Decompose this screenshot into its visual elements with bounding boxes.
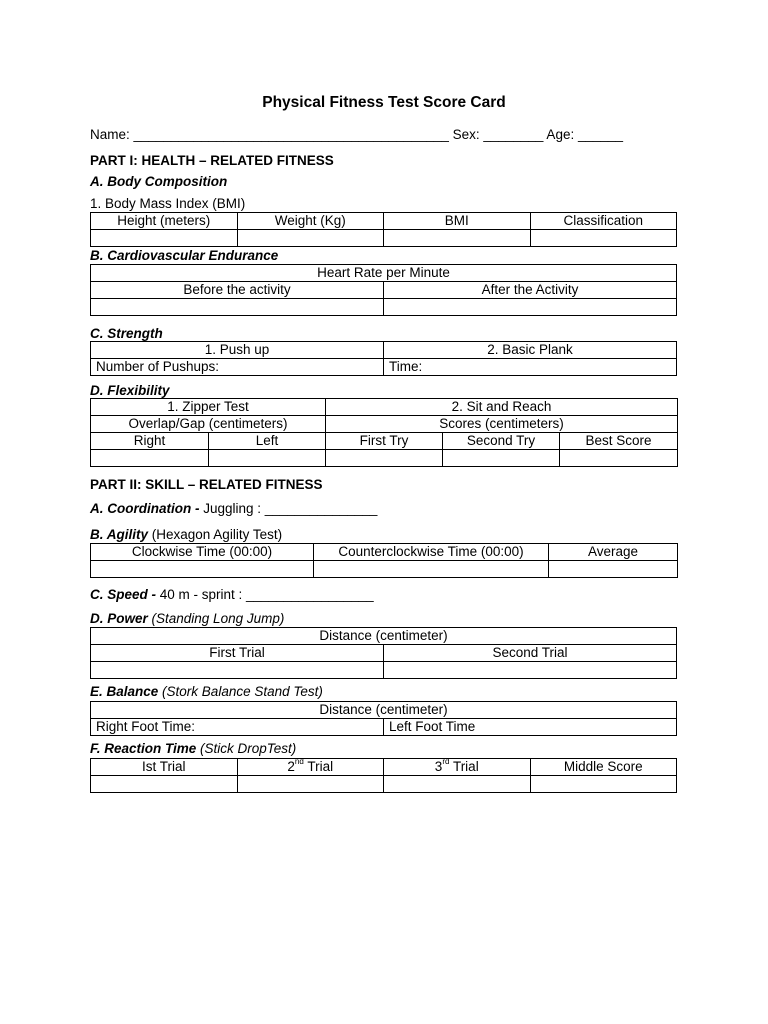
flex-cell-second-try[interactable] [443, 450, 560, 467]
bmi-col-height: Height (meters) [91, 213, 238, 230]
cardio-col-after: After the Activity [384, 282, 677, 299]
reaction-second-text: Trial [303, 759, 334, 775]
cardio-cell-before[interactable] [91, 299, 384, 316]
flex-cell-first-try[interactable] [326, 450, 443, 467]
power-table [90, 627, 677, 679]
balance-label: E. Balance [90, 684, 159, 699]
balance-text: (Stork Balance Stand Test) [158, 684, 323, 699]
page-title: Physical Fitness Test Score Card [262, 94, 506, 111]
bmi-cell-classification[interactable] [530, 230, 677, 247]
bmi-table [90, 212, 677, 247]
strength-col-pushup: 1. Push up [91, 342, 384, 359]
strength-field-time[interactable]: Time: [384, 359, 677, 376]
balance-top-header: Distance (centimeter) [91, 702, 677, 719]
flex-cell-best-score[interactable] [560, 450, 678, 467]
coordination-line [90, 502, 377, 516]
bmi-col-classification: Classification [530, 213, 677, 230]
reaction-line [90, 742, 296, 756]
reaction-cell-second[interactable] [237, 776, 384, 793]
flex-col-first-try: First Try [326, 433, 443, 450]
bmi-cell-bmi[interactable] [384, 230, 531, 247]
reaction-col-first: Ist Trial [91, 759, 238, 776]
power-cell-second-trial[interactable] [384, 662, 677, 679]
reaction-third-text: Trial [449, 759, 479, 775]
reaction-cell-first[interactable] [91, 776, 238, 793]
agility-table [90, 543, 678, 578]
cardio-cell-after[interactable] [384, 299, 677, 316]
flex-col-left: Left [209, 433, 326, 450]
part2-heading: PART II: SKILL – RELATED FITNESS [90, 477, 323, 492]
balance-field-left-foot[interactable]: Left Foot Time [384, 719, 677, 736]
flex-test-sit-reach: 2. Sit and Reach [326, 399, 678, 416]
reaction-cell-middle-score[interactable] [530, 776, 677, 793]
flexibility-table [90, 398, 678, 467]
agility-cell-counterclockwise[interactable] [314, 561, 549, 578]
strength-col-plank: 2. Basic Plank [384, 342, 677, 359]
flex-col-right: Right [91, 433, 209, 450]
agility-label: B. Agility [90, 527, 149, 542]
cardio-col-before: Before the activity [91, 282, 384, 299]
bmi-subheading: 1. Body Mass Index (BMI) [90, 196, 246, 211]
balance-line [90, 685, 323, 699]
agility-col-average: Average [549, 544, 678, 561]
bmi-col-weight: Weight (Kg) [237, 213, 384, 230]
power-col-first-trial: First Trial [91, 645, 384, 662]
balance-field-right-foot[interactable]: Right Foot Time: [91, 719, 384, 736]
agility-col-clockwise: Clockwise Time (00:00) [91, 544, 314, 561]
power-line [90, 612, 284, 626]
flexibility-heading: D. Flexibility [90, 383, 170, 398]
cardio-table [90, 264, 677, 316]
part1-heading: PART I: HEALTH – RELATED FITNESS [90, 153, 334, 168]
agility-cell-clockwise[interactable] [91, 561, 314, 578]
speed-text: 40 m - sprint : _________________ [156, 587, 374, 602]
strength-field-pushups[interactable]: Number of Pushups: [91, 359, 384, 376]
agility-text: (Hexagon Agility Test) [148, 527, 283, 542]
cardio-top-header: Heart Rate per Minute [91, 265, 677, 282]
reaction-table [90, 758, 677, 793]
flex-test-zipper: 1. Zipper Test [91, 399, 326, 416]
agility-col-counterclockwise: Counterclockwise Time (00:00) [314, 544, 549, 561]
balance-table [90, 701, 677, 736]
speed-line [90, 588, 374, 602]
reaction-third-sup: rd [442, 758, 450, 767]
power-cell-first-trial[interactable] [91, 662, 384, 679]
coordination-label: A. Coordination - [90, 501, 200, 516]
flex-col-best-score: Best Score [560, 433, 678, 450]
flex-col-second-try: Second Try [443, 433, 560, 450]
flex-sub-scores: Scores (centimeters) [326, 416, 678, 433]
cardio-heading: B. Cardiovascular Endurance [90, 248, 279, 263]
strength-heading: C. Strength [90, 326, 163, 341]
power-col-second-trial: Second Trial [384, 645, 677, 662]
bmi-cell-height[interactable] [91, 230, 238, 247]
reaction-col-second [237, 759, 384, 776]
power-label: D. Power [90, 611, 148, 626]
body-composition-heading: A. Body Composition [90, 174, 228, 189]
strength-table [90, 341, 677, 376]
reaction-text: (Stick DropTest) [196, 741, 297, 756]
flex-cell-left[interactable] [209, 450, 326, 467]
coordination-text: Juggling : _______________ [199, 501, 378, 516]
reaction-label: F. Reaction Time [90, 741, 197, 756]
flex-sub-overlap: Overlap/Gap (centimeters) [91, 416, 326, 433]
reaction-col-third [384, 759, 531, 776]
bmi-col-bmi: BMI [384, 213, 531, 230]
reaction-third-num: 3 [434, 759, 443, 775]
bmi-cell-weight[interactable] [237, 230, 384, 247]
flex-cell-right[interactable] [91, 450, 209, 467]
reaction-col-middle-score: Middle Score [530, 759, 677, 776]
agility-cell-average[interactable] [549, 561, 678, 578]
power-text: (Standing Long Jump) [147, 611, 285, 626]
reaction-second-sup: nd [294, 758, 304, 767]
agility-line [90, 528, 282, 542]
reaction-second-num: 2 [287, 759, 295, 775]
name-sex-age-line: Name: __________________________________________ Sex: ________ Age: ______ [90, 127, 624, 142]
reaction-cell-third[interactable] [384, 776, 531, 793]
power-top-header: Distance (centimeter) [91, 628, 677, 645]
speed-label: C. Speed - [90, 587, 157, 602]
